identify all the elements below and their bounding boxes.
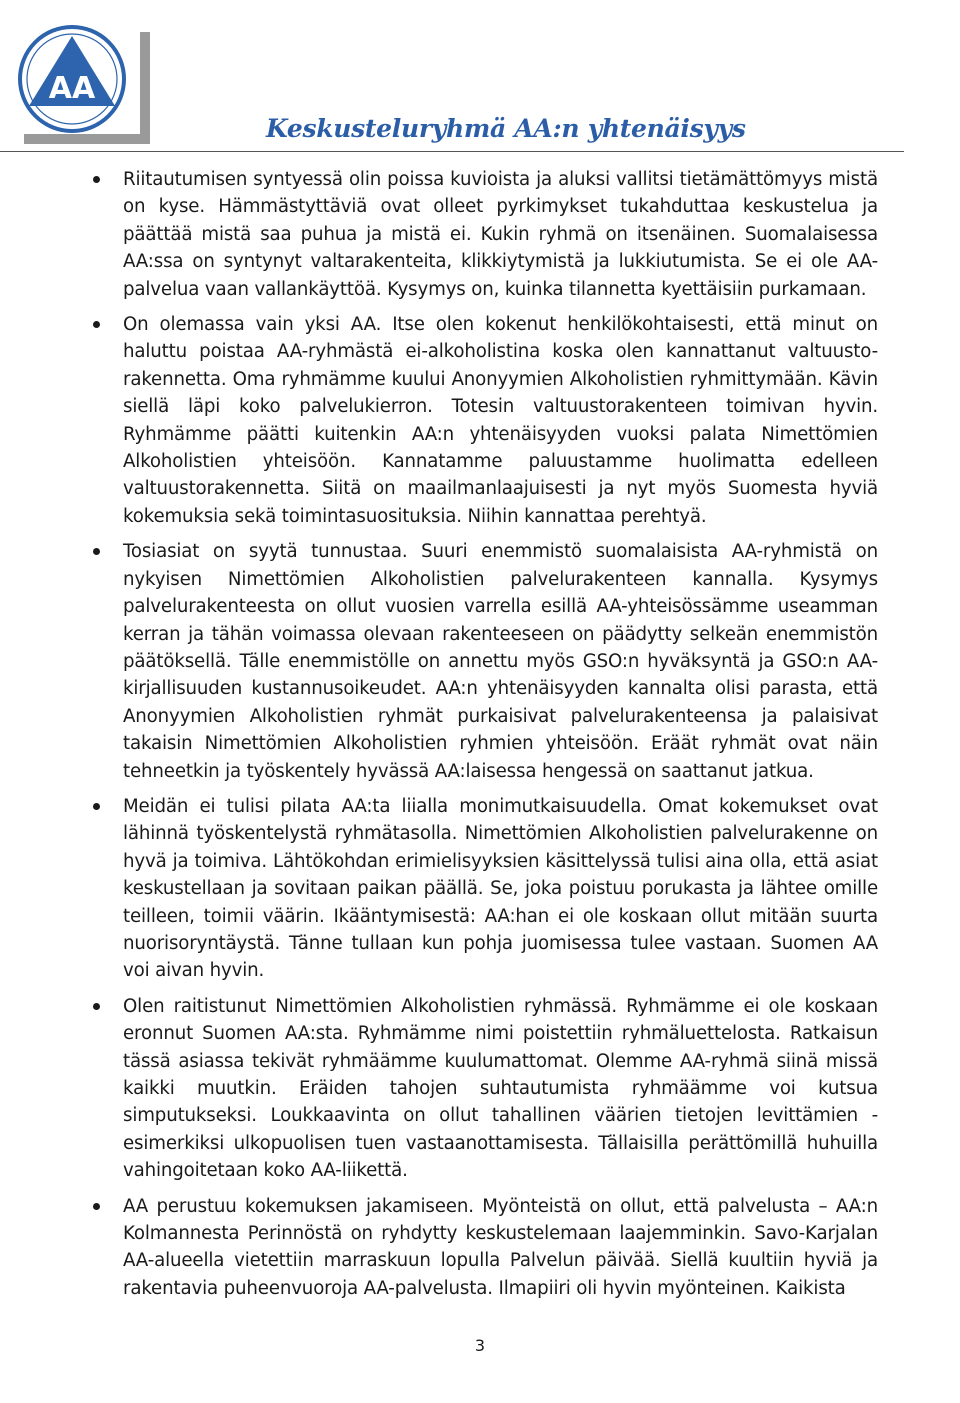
- bullet-icon: [93, 1003, 100, 1010]
- header-divider: [0, 151, 904, 152]
- bullet-list: [90, 166, 878, 1310]
- list-item-text: Tosiasiat on syytä tunnustaa. Suuri enemmistö suomalaisista AA-ryhmistä on nykyisen Nimettömien Alkoholistien palvelurakenteen kannalla. Kysymys palvelurakenteesta on ollut vuosien varrella esillä AA-yhteisössämme useamman kerran ja tähän voimassa olevaan rakenteeseen on päädytty selkeän enemmistön päätöksellä. Tälle enemmistölle on annettu myös GSO:n hyväksyntä ja GSO:n AA-kirjallisuuden kustannusoikeudet. AA:n yhtenäisyyden kannalta olisi parasta, että Anonyymien Alkoholistien ryhmät purkaisivat palvelurakenteensa ja palaisivat takaisin Nimettömien Alkoholistien ryhmien yhteisöön. Eräät ryhmät ovat näin tehneetkin ja työskentely hyvässä AA:laisessa hengessä on saattanut jatkua.: [123, 541, 878, 782]
- logo-text: AA: [48, 71, 96, 106]
- list-item-text: Olen raitistunut Nimettömien Alkoholistien ryhmässä. Ryhmämme ei ole koskaan eronnut Suomen AA:sta. Ryhmämme nimi poistettiin ryhmäluettelosta. Ratkaisun tässä asiassa tekivät ryhmäämme kuulumattomat. Olemme AA-ryhmä siinä missä kaikki muutkin. Eräiden tahojen suhtautumista ryhmäämme voi kutsua simputukseksi. Loukkaavinta on ollut tahallinen väärien tietojen levittämien -esimerkiksi ulkopuolisen tuen vastaanottamisesta. Tällaisilla perättömillä huhuilla vahingoitetaan koko AA-liikettä.: [123, 995, 878, 1182]
- logo-box: [14, 22, 140, 134]
- bullet-icon: [93, 1203, 100, 1210]
- list-item: [90, 538, 878, 785]
- list-item: [90, 311, 878, 530]
- list-item: [90, 1193, 878, 1303]
- bullet-icon: [93, 176, 100, 183]
- list-item-text: Meidän ei tulisi pilata AA:ta liialla monimutkaisuudella. Omat kokemukset ovat lähinnä työskentelystä ryhmätasolla. Nimettömien Alkoholistien palvelurakenne on hyvä ja toimiva. Lähtökohdan erimielisyyksien käsittelyssä tulisi aina olla, että asiat keskustellaan ja sovitaan paikan päällä. Se, joka poistuu porukasta ja lähtee omille teilleen, toimii väärin. Ikääntymisestä: AA:han ei ole koskaan ollut mitään suurta nuorisoryntäystä. Tänne tullaan kun pohja juomisessa tulee vastaan. Suomen AA voi aivan hyvin.: [123, 795, 878, 982]
- list-item-text: AA perustuu kokemuksen jakamiseen. Myönteistä on ollut, että palvelusta – AA:n Kolmannesta Perinnöstä on ryhdytty keskustelemaan laajemminkin. Savo-Karjalan AA-alueella vietettiin marraskuun lopulla Palvelun päivää. Siellä kuultiin hyviä ja rakentavia puheenvuoroja AA-palvelusta. Ilmapiiri oli hyvin myönteinen. Kaikista: [123, 1195, 878, 1299]
- bullet-icon: [93, 321, 100, 328]
- page-number: 3: [474, 1336, 486, 1355]
- list-item: [90, 993, 878, 1185]
- aa-logo: [14, 22, 150, 144]
- list-item: [90, 793, 878, 985]
- aa-emblem-icon: [14, 22, 140, 134]
- page-header-title: Keskusteluryhmä AA:n yhtenäisyys: [266, 114, 746, 143]
- list-item-text: Riitautumisen syntyessä olin poissa kuvioista ja aluksi vallitsi tietämättömyys mistä on kyse. Hämmästyttäviä ovat olleet pyrkimykset tukahduttaa keskustelua ja päättää mistä saa puhua ja mistä ei. Kukin ryhmä on itsenäinen. Suomalaisessa AA:ssa on syntynyt valtarakenteita, klikkiytymistä ja lukkiutumista. Se ei ole AA-palvelua vaan vallankäyttöä. Kysymys on, kuinka tilannetta kyettäisiin purkamaan.: [123, 169, 878, 300]
- list-item: [90, 166, 878, 303]
- list-item-text: On olemassa vain yksi AA. Itse olen kokenut henkilökohtaisesti, että minut on haluttu poistaa AA-ryhmästä ei-alkoholistina koska olen kannattanut valtuusto-rakennetta. Oma ryhmämme kuului Anonyymien Alkoholistien ryhmittymään. Kävin siellä läpi koko palvelukierron. Totesin valtuustorakenteen toimivan hyvin. Ryhmämme päätti kuitenkin AA:n yhtenäisyyden vuoksi palata Nimettömien Alkoholistien yhteisöön. Kannatamme paluustamme huolimatta edelleen valtuustorakennetta. Siitä on maailmanlaajuisesti ja nyt myös Suomesta hyviä kokemuksia sekä toimintasuosituksia. Niihin kannattaa perehtyä.: [123, 314, 878, 527]
- bullet-icon: [93, 803, 100, 810]
- bullet-icon: [93, 548, 100, 555]
